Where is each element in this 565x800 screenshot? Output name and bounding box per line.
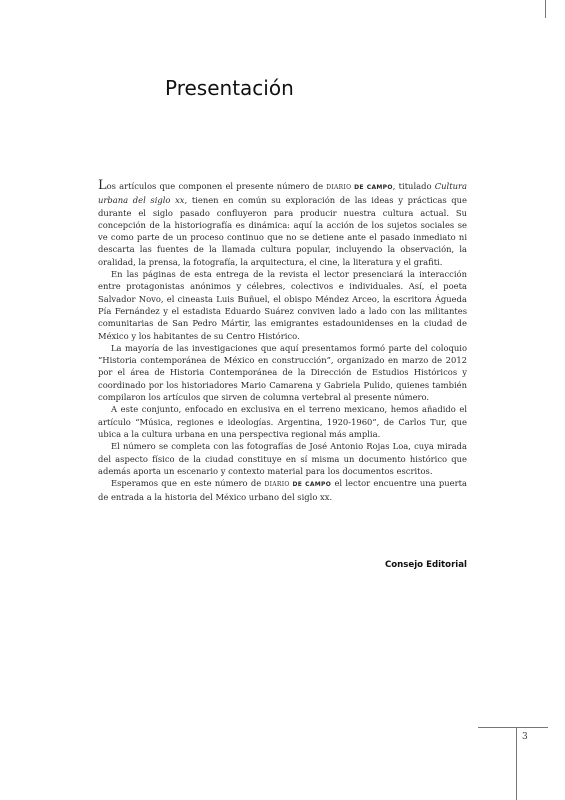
paragraph-1-text-c: tienen en común su exploración de las ideas y prácticas que durante el siglo pasado confluyeron para producir nuestra cultura actual. Su concepción de la historiografía es dinámica: aquí la acción de los sujetos sociales se ve como parte de un proceso continuo que no se detiene ante el pasado inmediato ni descarta las fuentes de la llamada cultura popular, incluyendo la observación, la oralidad, la prensa, la fotografía, la arquitectura, el cine, la literatura y el grafiti. — [98, 195, 467, 267]
page-number: 3 — [522, 732, 528, 742]
paragraph-5: El número se completa con las fotografías de José Antonio Rojas Loa, cuya mirada del aspecto físico de la ciudad constituye en sí misma un documento histórico que además aporta un escenario y contexto material para los documentos escritos. — [98, 441, 467, 476]
paragraph-1 — [98, 180, 467, 268]
paragraph-4: A este conjunto, enfocado en exclusiva en el terreno mexicano, hemos añadido el artículo “Música, regiones e ideologías. Argentina, 1920-1960”, de Carlos Tur, que ubica a la cultura urbana en una perspectiva regional más amplia. — [98, 404, 467, 439]
paragraph-1-text-b: , titulado — [392, 181, 435, 191]
body-text — [98, 180, 467, 504]
journal-word-1: DIARIO — [326, 184, 352, 191]
journal-word-2-b: DE CAMPO — [292, 481, 332, 489]
crop-mark-top — [545, 0, 546, 18]
paragraph-3: La mayoría de las investigaciones que aquí presentamos formó parte del coloquio “Historia contemporánea de México en construcción”, organizado en marzo de 2012 por el área de Historia Contemporánea de la Dirección de Estudios Históricos y coordinado por los historiadores Mario Camarena y Gabriela Pulido, quienes también compilaron los artículos que sirven de columna vertebral al presente número. — [98, 342, 467, 403]
journal-name — [326, 184, 393, 191]
signature: Consejo Editorial — [384, 560, 467, 570]
issue-title: Cultura urbana del siglo xx, — [98, 181, 467, 206]
folio-rule-horizontal — [478, 727, 548, 728]
journal-word-1-b: DIARIO — [264, 481, 290, 489]
paragraph-1-text-a: os artículos que componen el presente número de — [106, 181, 327, 191]
folio-rule-vertical — [516, 727, 517, 800]
page-title: Presentación — [165, 76, 294, 100]
paragraph-6-text-b: el lector encuentre una puerta de entrada a la historia del México urbano del siglo xx. — [98, 478, 467, 503]
journal-word-2: DE CAMPO — [354, 184, 393, 191]
paragraph-6-text-a: Esperamos que en este número de — [111, 478, 265, 489]
paragraph-2: En las páginas de esta entrega de la revista el lector presenciará la interacción entre protagonistas anónimos y célebres, colectivos e individuales. Así, el poeta Salvador Novo, el cineasta Luis Buñuel, el obispo Méndez Arceo, la escritora Águeda Pía Fernández y el estadista Eduardo Suárez conviven lado a lado con las militantes comunitarias de San Pedro Mártir, las emigrantes estadounidenses en la ciudad de México y los habitantes de su Centro Histórico. — [98, 269, 467, 341]
paragraph-6 — [98, 477, 467, 504]
drop-initial: L — [98, 178, 107, 193]
journal-name-2 — [264, 481, 331, 488]
